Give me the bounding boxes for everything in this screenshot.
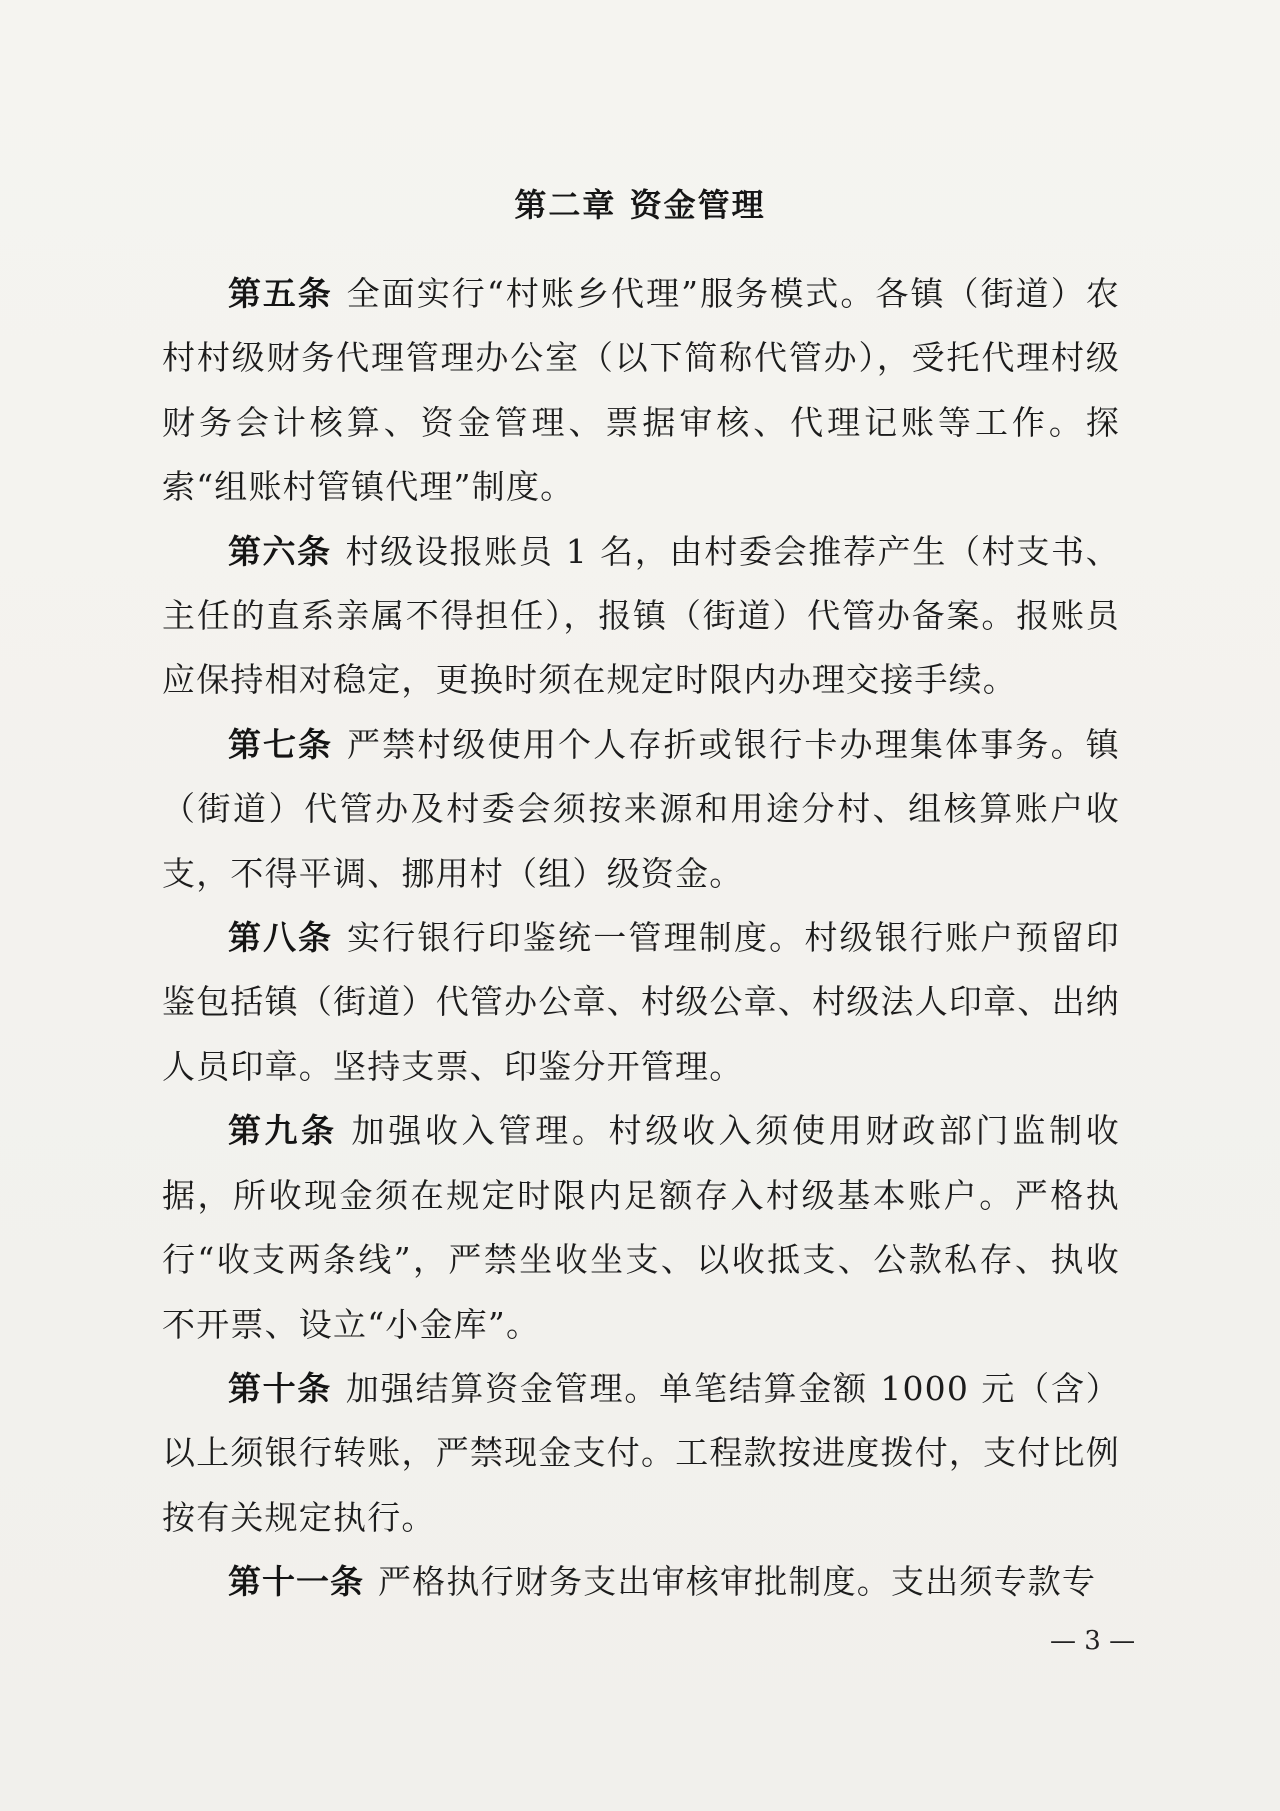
article-text: 加强结算资金管理。单笔结算金额 1000 元（含）以上须银行转账，严禁现金支付。工程款按进度拨付，支付比例按有关规定执行。	[162, 1368, 1121, 1537]
article-text: 村级设报账员 1 名，由村委会推荐产生（村支书、主任的直系亲属不得担任），报镇（街道）代管办备案。报账员应保持相对稳定，更换时须在规定时限内办理交接手续。	[162, 531, 1120, 700]
document-body	[162, 262, 1120, 1615]
article-8	[162, 906, 1120, 1099]
article-number: 第八条	[228, 918, 333, 958]
article-9	[162, 1099, 1120, 1357]
article-11	[162, 1550, 1120, 1614]
article-text: 严格执行财务支出审核审批制度。支出须专款专	[378, 1562, 1097, 1602]
article-text: 加强收入管理。村级收入须使用财政部门监制收据，所收现金须在规定时限内足额存入村级基本账户。严格执行“收支两条线”，严禁坐收坐支、以收抵支、公款私存、执收不开票、设立“小金库”。	[162, 1111, 1121, 1344]
article-number: 第十条	[228, 1368, 332, 1408]
article-text: 全面实行“村账乡代理”服务模式。各镇（街道）农村村级财务代理管理办公室（以下简称代管办），受托代理村级财务会计核算、资金管理、票据审核、代理记账等工作。探索“组账村管镇代理”制度。	[162, 274, 1121, 507]
page-number: — 3 —	[1050, 1626, 1136, 1656]
article-5	[162, 262, 1120, 520]
article-number: 第五条	[228, 274, 333, 313]
article-number: 第七条	[228, 724, 333, 764]
article-7	[162, 713, 1120, 906]
chapter-title: 第二章 资金管理	[514, 186, 766, 224]
article-number: 第九条	[228, 1111, 338, 1151]
article-6	[162, 520, 1120, 713]
article-number: 第十一条	[228, 1562, 364, 1602]
article-text: 实行银行印鉴统一管理制度。村级银行账户预留印鉴包括镇（街道）代管办公章、村级公章、村级法人印章、出纳人员印章。坚持支票、印鉴分开管理。	[162, 918, 1120, 1086]
article-10	[162, 1357, 1120, 1550]
article-text: 严禁村级使用个人存折或银行卡办理集体事务。镇（街道）代管办及村委会须按来源和用途分村、组核算账户收支，不得平调、挪用村（组）级资金。	[162, 724, 1120, 893]
article-number: 第六条	[228, 531, 332, 571]
